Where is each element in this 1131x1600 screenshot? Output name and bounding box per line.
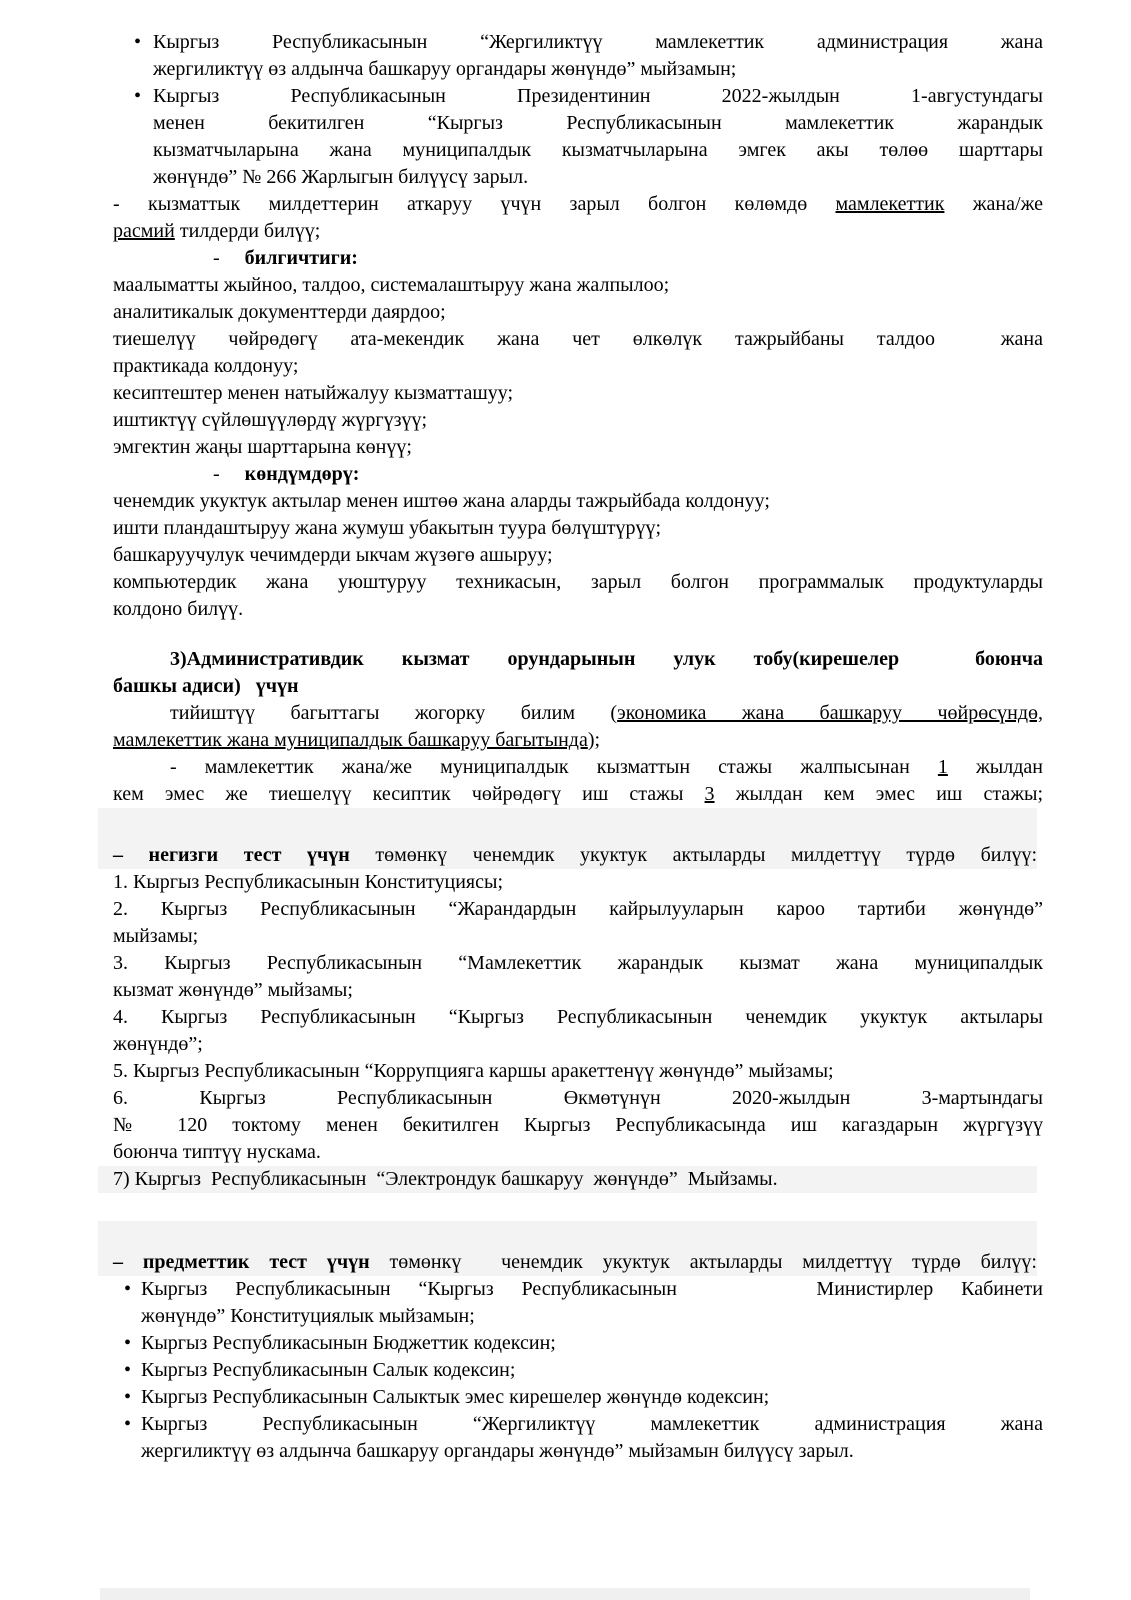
text-run: жылдан [947,756,1043,778]
section-heading-senior-group [113,646,1043,700]
text-run: мамлекеттик жана муниципалдык башкаруу багытында [113,729,588,751]
text-run: билгичтиги: [244,247,358,269]
text-line [153,29,1043,56]
text-line [113,191,1043,218]
text-run: 3)Административдик кызмат орундарынын улук тобу(кирешелер боюнча [170,648,1043,670]
text-run: жөнүндө” Конституциялык мыйзамын; [141,1305,475,1327]
text-line [113,569,1043,596]
paragraph-education-requirement [113,700,1043,754]
text-line [141,1276,1043,1303]
text-line [113,923,1043,950]
bottom-page-strip [100,1588,1030,1600]
text-run: - [213,463,245,485]
bullet-icon: • [124,1359,132,1381]
text-line [113,646,1043,673]
text-run: кесиптештер менен натыйжалуу кызматташуу; [113,382,514,404]
text-run: 5. Кыргыз Республикасынын “Коррупцияга каршы аракеттенүү жөнүндө” мыйзамы; [113,1060,834,1082]
text-run: менен бекитилген “Кыргыз Республикасынын мамлекеттик жарандык [153,112,1043,134]
bullet-icon: • [134,85,142,107]
skill-item [113,272,1043,299]
skill-item [113,407,1043,434]
text-run: иштиктүү сүйлөшүүлөрдү жүргүзүү; [113,409,428,431]
text-line [113,1085,1043,1112]
text-run: практикада колдонуу; [113,355,299,377]
skill-item [113,299,1043,326]
ability-item [113,569,1043,623]
text-run: жергиликтүү өз алдынча башкаруу органдары жөнүндө” мыйзамын билүүсү зарыл. [141,1440,854,1462]
text-line [113,896,1043,923]
text-run: ); [587,729,601,751]
text-run: 4. Кыргыз Республикасынын “Кыргыз Республикасынын ченемдик укуктук актылары [113,1006,1043,1028]
paragraph-experience-requirement [113,754,1043,808]
text-run: жөнүндө” № 266 Жарлыгын билүүсү зарыл. [153,166,529,188]
bullet-item-president-decree [113,83,1043,191]
ability-item [113,488,1043,515]
text-run: 2. Кыргыз Республикасынын “Жарандардын кайрылууларын кароо тартиби жөнүндө” [113,898,1043,920]
bullet-item-cabinet-law [113,1276,1043,1330]
subject-test-heading [98,1249,1037,1276]
text-line [153,137,1043,164]
paragraph-language-requirement [113,191,1043,245]
text-run: жергиликтүү өз алдынча башкаруу органдары жөнүндө” мыйзамын; [153,58,737,80]
text-run: – предметтик тест үчүн [113,1251,370,1273]
text-run: 1 [937,756,948,778]
text-run: № 120 токтому менен бекитилген Кыргыз Республикасында иш кагаздарын жүргүзүү [113,1114,1043,1136]
text-run: төмөнкү ченемдик укуктук актыларды милдеттүү түрдө билүү: [349,844,1037,866]
bullet-item-nontax-revenue-code [113,1384,1043,1411]
ability-item [113,542,1043,569]
text-run: маалыматты жыйноо, талдоо, системалаштыруу жана жалпылоо; [113,274,670,296]
highlight-gap [98,1221,1037,1249]
bullet-icon: • [124,1332,132,1354]
text-line [113,326,1043,353]
text-run: тийиштүү багыттагы жогорку билим ( [170,702,618,724]
text-run: башкы адиси) үчүн [113,675,299,697]
bullet-item-budget-code [113,1330,1043,1357]
text-run: аналитикалык документтерди даярдоо; [113,301,446,323]
text-run: 1. Кыргыз Республикасынын Конституциясы; [113,871,503,893]
text-run: мамлекеттик [835,193,945,215]
text-run: 3. Кыргыз Республикасынын “Мамлекеттик жарандык кызмат жана муниципалдык [113,952,1043,974]
text-line [153,83,1043,110]
text-run: - кызматтык милдеттерин аткаруу үчүн зарыл болгон көлөмдө [113,193,836,215]
numbered-item-6 [113,1085,1043,1166]
numbered-item-5 [113,1058,1043,1085]
text-line [113,1112,1043,1139]
document-content [113,29,1043,1465]
text-run: колдоно билүү. [113,598,244,620]
text-run: Кыргыз Республикасынын Салык кодексин; [141,1359,516,1381]
text-run: - [213,247,245,269]
text-run: Кыргыз Республикасынын Салыктык эмес кирешелер жөнүндө кодексин; [141,1386,770,1408]
text-run: ченемдик укуктук актылар менен иштөө жана аларды тажрыйбада колдонуу; [113,490,770,512]
text-run: – негизги тест үчүн [113,844,350,866]
bullet-item-tax-code [113,1357,1043,1384]
text-line [113,977,1043,1004]
text-run: Кыргыз Республикасынын “Кыргыз Республикасынын Министирлер Кабинети [141,1278,1043,1300]
numbered-item-2 [113,896,1043,950]
text-line [141,1411,1043,1438]
text-run: мыйзамы; [113,925,199,947]
text-line [153,110,1043,137]
text-run: 7) Кыргыз Республикасынын “Электрондук башкаруу жөнүндө” Мыйзамы. [113,1168,778,1190]
text-run: көндүмдөрү: [244,463,360,485]
text-line [113,700,1043,727]
text-line [113,353,1043,380]
text-line [113,727,1043,754]
numbered-item-7 [98,1166,1037,1193]
text-run: кем эмес же тиешелүү кесиптик чөйрөдөгү иш стажы [113,783,705,805]
text-run: расмий [113,220,175,242]
ability-item [113,515,1043,542]
text-run: экономика жана башкаруу чөйрөсүндө, [617,702,1044,724]
text-run: тилдерди билүү; [174,220,321,242]
text-run: жөнүндө”; [113,1033,203,1055]
text-line [141,1438,1043,1465]
bullet-item-law-local-admin [113,29,1043,83]
text-line [113,950,1043,977]
skill-item [113,380,1043,407]
bullet-item-local-admin-law [113,1411,1043,1465]
text-line [153,164,1043,191]
blank-gap [113,1193,1043,1221]
text-line [113,1004,1043,1031]
text-run: жылдан кем эмес иш стажы; [714,783,1044,805]
text-line [153,56,1043,83]
text-run: компьютердик жана уюштуруу техникасын, зарыл болгон программалык продуктуларды [113,571,1043,593]
bullet-icon: • [124,1386,132,1408]
text-line [113,596,1043,623]
text-run: башкаруучулук чечимдерди ыкчам жүзөгө ашыруу; [113,544,553,566]
text-run: тиешелүү чөйрөдөгү ата-мекендик жана чет өлкөлүк тажрыйбаны талдоо жана [113,328,1043,350]
text-line [113,218,1043,245]
text-line [113,1031,1043,1058]
text-run: Кыргыз Республикасынын Президентинин 2022-жылдын 1-августундагы [153,85,1043,107]
text-run: Кыргыз Республикасынын “Жергиликтүү мамлекеттик администрация жана [153,31,1043,53]
text-run: жана/же [944,193,1043,215]
highlight-gap [98,808,1037,842]
text-line [113,1139,1043,1166]
numbered-item-1 [113,869,1043,896]
basic-test-heading [98,842,1037,869]
text-run: ишти пландаштыруу жана жумуш убакытын туура бөлүштүрүү; [113,517,662,539]
bullet-icon: • [124,1278,132,1300]
skill-item [113,326,1043,380]
text-run: боюнча типтүү нускама. [113,1141,321,1163]
text-run: Кыргыз Республикасынын “Жергиликтүү мамлекеттик администрация жана [141,1413,1043,1435]
text-run: - мамлекеттик жана/же муниципалдык кызматтын стажы жалпысынан [170,756,938,778]
bullet-icon: • [134,31,142,53]
subheading-bilgichtigi [113,245,1043,272]
text-line [113,754,1043,781]
text-run: 6. Кыргыз Республикасынын Өкмөтүнүн 2020-жылдын 3-мартындагы [113,1087,1043,1109]
blank-gap [113,623,1043,646]
text-run: 3 [704,783,715,805]
text-line [113,781,1043,808]
text-run: кызмат жөнүндө” мыйзамы; [113,979,353,1001]
numbered-item-4 [113,1004,1043,1058]
subheading-kondumdoru [113,461,1043,488]
text-run: эмгектин жаңы шарттарына көнүү; [113,436,412,458]
text-line [113,673,1043,700]
numbered-item-3 [113,950,1043,1004]
skill-item [113,434,1043,461]
text-run: кызматчыларына жана муниципалдык кызматчыларына эмгек акы төлөө шарттары [153,139,1043,161]
bullet-icon: • [124,1413,132,1435]
text-run: төмөнкү ченемдик укуктук актыларды милдеттүү түрдө билүү: [369,1251,1037,1273]
text-line [141,1303,1043,1330]
text-run: Кыргыз Республикасынын Бюджеттик кодексин; [141,1332,556,1354]
